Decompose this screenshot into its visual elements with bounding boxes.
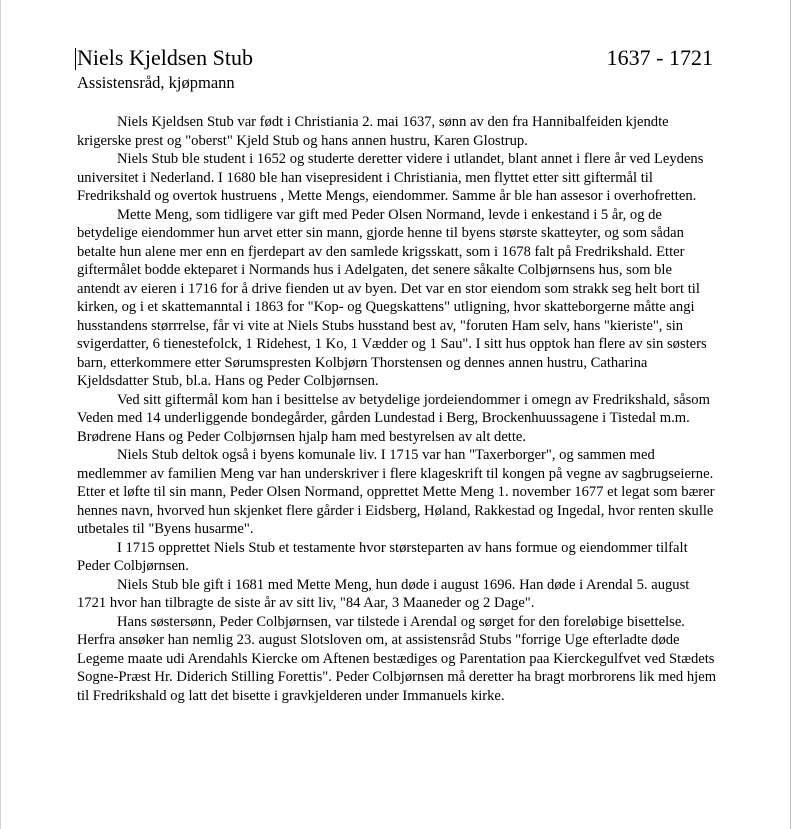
document-body[interactable]	[77, 113, 717, 705]
text-cursor	[75, 48, 76, 70]
title-row	[77, 45, 717, 71]
paragraph[interactable]: Ved sitt giftermål kom han i besittelse av betydelige jordeiendommer i omegn av Fredrikshald, såsom Veden med 14 underliggende bondegårder, gården Lundestad i Berg, Brockenhuussagene i Tistedal m.m. Brødrene Hans og Peder Colbjørnsen hjalp ham med bestyrelsen av alt dette.	[77, 391, 710, 445]
life-years[interactable]: 1637 - 1721	[606, 45, 713, 70]
document-header	[77, 45, 717, 93]
document-title[interactable]: Niels Kjeldsen Stub	[77, 45, 253, 70]
paragraph[interactable]: Niels Stub ble student i 1652 og studerte deretter videre i utlandet, blant annet i flere år ved Leydens universitet i Nederland. I 1680 ble han visepresident i Christiania, men flyttet etter sitt giftermål til Fredrikshald og overtok hustruens , Mette Mengs, eiendommer. Samme år ble han assesor i overhofretten.	[77, 151, 704, 204]
paragraph[interactable]: Niels Stub ble gift i 1681 med Mette Meng, hun døde i august 1696. Han døde i Arendal 5. august 1721 hvor han tilbragte de siste år av sitt liv, "84 Aar, 3 Maaneder og 2 Dage".	[77, 576, 690, 611]
paragraph[interactable]: Hans søstersønn, Peder Colbjørnsen, var tilstede i Arendal og sørget for den foreløbige bisettelse. Herfra ansøker han nemlig 23. august Slotsloven om, at assistensråd Stubs "forrige Uge efterladte døde Legeme maate udi Arendahls Kiercke om Aftenen bestædiges og Parentation paa Kierckegulfvet ved Stædets Sogne-Præst Hr. Diderich Stilling Forettis". Peder Colbjørnsen må deretter ha bragt morbrorens lik med hjem til Fredrikshald og latt det bisette i gravkjelderen under Immanuels kirke.	[77, 613, 717, 704]
paragraph[interactable]: Niels Stub deltok også i byens komunale liv. I 1715 var han "Taxerborger", og sammen med medlemmer av familien Meng var han underskriver i flere klageskrift til kongen på vegne av sagbrugseierne. Etter et løfte til sin mann, Peder Olsen Normand, opprettet Mette Meng 1. november 1677 et legat som bærer hennes navn, hvorved hun skjenket flere gårder i Eidsberg, Høland, Rakkestad og Ingedal, hvor renten skulle utbetales til "Byens husarme".	[77, 447, 715, 537]
document-subtitle[interactable]: Assistensråd, kjøpmann	[77, 73, 235, 92]
paragraph[interactable]: Niels Kjeldsen Stub var født i Christiania 2. mai 1637, sønn av den fra Hannibalfeiden kjendte krigerske prest og "oberst" Kjeld Stub og hans annen hustru, Karen Glostrup.	[77, 114, 669, 149]
paragraph[interactable]: Mette Meng, som tidligere var gift med Peder Olsen Normand, levde i enkestand i 5 år, og de betydelige eiendommer hun arvet etter sin mann, gjorde henne til byens største skatteyter, og som sådan betalte hun alene mer enn en fjerdepart av den samlede krigsskatt, som i 1678 falt på Fredrikshald. Etter giftermålet bodde ekteparet i Normands hus i Adelgaten, det senere såkalte Colbjørnsens hus, som ble antendt av eieren i 1716 for å drive fienden ut av byen. Det var en stor eiendom som strakk seg helt bort til kirken, og i et skattemanntal i 1863 for "Kop- og Quegskattens" utligning, hvor skatteborgerne måtte angi husstandens størrrelse, får vi vite at Niels Stubs husstand best av, "foruten Ham selv, hans "kieriste", sin svigerdatter, 6 tienestefolck, 1 Ridehest, 1 Ko, 1 Vædder og 1 Sau". I sitt hus opptok han flere av sin søsters barn, etterkommere etter Sørumspresten Kolbjørn Thorstensen og dennes annen hustru, Catharina Kjeldsdatter Stub, bl.a. Hans og Peder Colbjørnsen.	[77, 206, 707, 389]
paragraph[interactable]: I 1715 opprettet Niels Stub et testamente hvor størsteparten av hans formue og eiendommer tilfalt Peder Colbjørnsen.	[77, 539, 688, 574]
